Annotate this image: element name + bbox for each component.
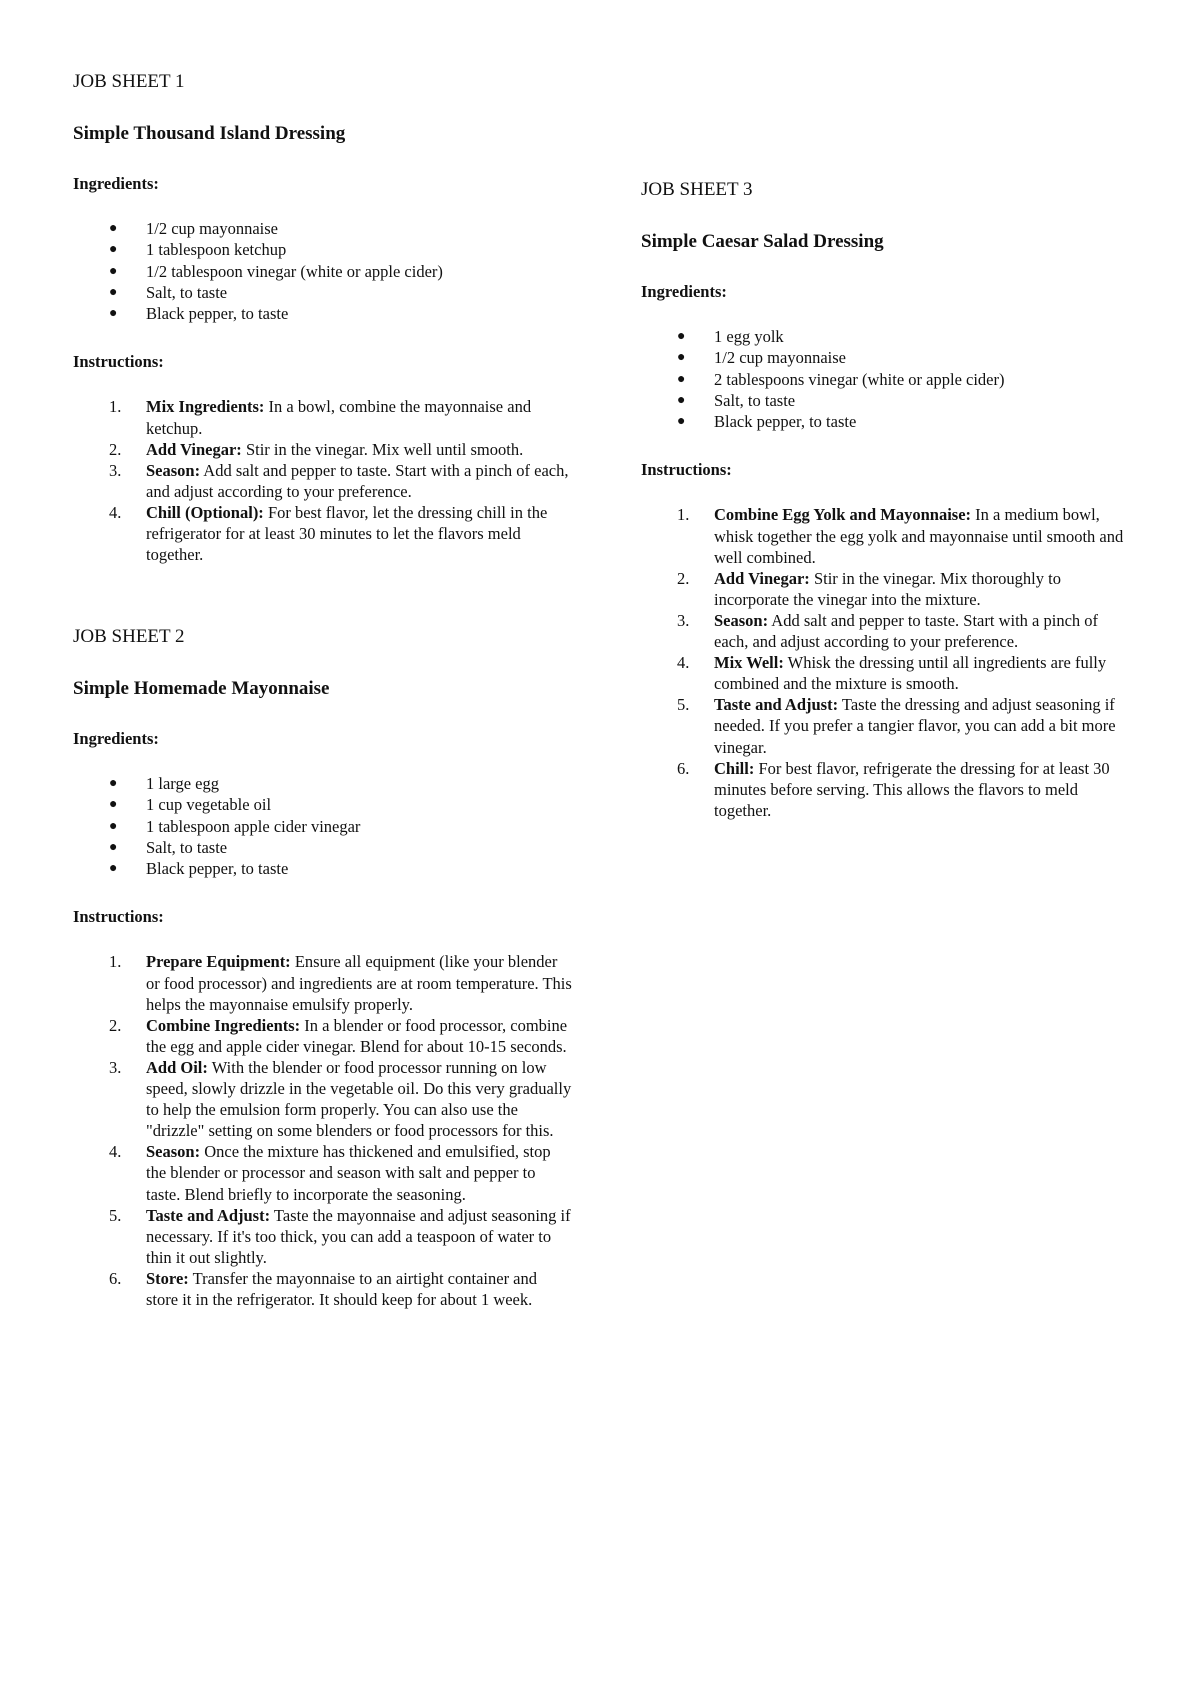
instruction-step <box>641 652 1131 694</box>
ingredient-item <box>641 390 1131 411</box>
step-number: 2. <box>109 439 122 459</box>
ingredient-text: 1 cup vegetable oil <box>146 795 272 815</box>
instructions-list <box>641 504 1131 820</box>
ingredient-item <box>641 369 1131 390</box>
instruction-step <box>73 1015 573 1057</box>
step-label: Prepare Equipment: <box>146 952 291 972</box>
step-label: Taste and Adjust: <box>146 1205 271 1225</box>
recipe-title: Simple Homemade Mayonnaise <box>73 678 330 699</box>
recipe-title: Simple Caesar Salad Dressing <box>641 231 884 252</box>
ingredient-item <box>73 816 573 837</box>
step-number: 6. <box>677 758 690 778</box>
instructions-heading: Instructions: <box>73 352 164 372</box>
step-label: Chill: <box>714 758 755 778</box>
job-sheet-2 <box>73 625 573 1310</box>
instruction-step <box>73 1057 573 1141</box>
ingredient-text: 1 egg yolk <box>714 327 784 346</box>
ingredient-text: 1/2 cup mayonnaise <box>146 219 278 238</box>
step-label: Chill (Optional): <box>146 502 264 522</box>
step-number: 2. <box>109 1015 122 1035</box>
step-text: Stir in the vinegar. Mix well until smooth. <box>241 439 524 459</box>
step-label: Mix Ingredients: <box>146 397 265 417</box>
bullet-icon: ● <box>109 306 118 322</box>
bullet-icon: ● <box>109 797 118 813</box>
ingredient-text: Black pepper, to taste <box>146 859 289 879</box>
step-number: 2. <box>677 568 690 588</box>
step-number: 4. <box>109 502 122 522</box>
ingredient-text: 2 tablespoons vinegar (white or apple cider) <box>714 369 1005 389</box>
step-label: Mix Well: <box>714 653 784 673</box>
instructions-heading: Instructions: <box>73 907 164 927</box>
job-sheet-1 <box>73 70 573 565</box>
ingredients-list <box>641 326 1131 432</box>
instructions-list <box>73 396 573 565</box>
step-number: 4. <box>109 1142 122 1162</box>
step-label: Store: <box>146 1268 189 1288</box>
step-text: For best flavor, let the dressing chill in the refrigerator for at least 30 minutes to let the flavors meld together. <box>146 502 548 565</box>
instruction-step <box>641 504 1131 567</box>
instruction-step <box>73 396 573 438</box>
instruction-step <box>641 758 1131 821</box>
step-text: Transfer the mayonnaise to an airtight container and store it in the refrigerator. It should keep for about 1 week. <box>146 1268 538 1309</box>
ingredients-list <box>73 773 573 879</box>
ingredient-item <box>641 326 1131 347</box>
step-number: 1. <box>109 952 122 972</box>
step-text: In a medium bowl, whisk together the egg yolk and mayonnaise until smooth and well combined. <box>714 505 1124 567</box>
step-text: Add salt and pepper to taste. Start with a pinch of each, and adjust according to your preference. <box>146 460 569 501</box>
instruction-step <box>641 694 1131 757</box>
instruction-step <box>641 568 1131 610</box>
bullet-icon: ● <box>109 284 118 300</box>
job-sheet-heading: JOB SHEET 2 <box>73 626 185 647</box>
bullet-icon: ● <box>109 221 118 236</box>
ingredient-text: Salt, to taste <box>146 282 228 302</box>
ingredient-text: 1/2 cup mayonnaise <box>714 348 846 368</box>
instruction-step <box>73 502 573 565</box>
bullet-icon: ● <box>109 242 118 258</box>
instruction-step <box>73 460 573 502</box>
ingredient-item <box>73 837 573 858</box>
step-text: In a bowl, combine the mayonnaise and ketchup. <box>146 397 532 438</box>
ingredient-text: Salt, to taste <box>146 837 228 857</box>
ingredient-item <box>73 239 573 260</box>
step-number: 3. <box>677 610 690 630</box>
ingredients-list <box>73 218 573 324</box>
instruction-step <box>73 1141 573 1204</box>
step-number: 1. <box>109 397 122 417</box>
step-number: 3. <box>109 460 122 480</box>
bullet-icon: ● <box>677 329 686 344</box>
ingredients-heading: Ingredients: <box>641 282 727 301</box>
ingredient-item <box>73 303 573 324</box>
step-number: 1. <box>677 505 690 525</box>
step-label: Add Vinegar: <box>146 439 242 459</box>
instruction-step <box>641 610 1131 652</box>
instructions-heading: Instructions: <box>641 460 732 480</box>
ingredient-item <box>641 411 1131 432</box>
bullet-icon: ● <box>677 350 686 366</box>
step-number: 5. <box>109 1205 122 1225</box>
step-text: Stir in the vinegar. Mix thoroughly to incorporate the vinegar into the mixture. <box>714 568 1061 609</box>
ingredient-text: 1 large egg <box>146 774 220 793</box>
step-text: With the blender or food processor running on low speed, slowly drizzle in the vegetable oil. Do this very gradually to help the emulsion form properly. You can also use the "drizzle" setting on some blenders or food processors for this. <box>146 1057 572 1141</box>
step-text: In a blender or food processor, combine the egg and apple cider vinegar. Blend for about 10-15 seconds. <box>146 1015 568 1056</box>
job-sheet-3 <box>641 178 1131 821</box>
ingredient-text: 1 tablespoon ketchup <box>146 240 287 260</box>
ingredient-item <box>73 218 573 239</box>
bullet-icon: ● <box>109 263 118 279</box>
step-label: Season: <box>146 1142 201 1162</box>
instruction-step <box>73 439 573 460</box>
step-text: Ensure all equipment (like your blender or food processor) and ingredients are at room temperature. This helps the mayonnaise emulsify properly. <box>146 952 572 1014</box>
ingredients-heading: Ingredients: <box>73 174 159 193</box>
ingredient-item <box>73 773 573 794</box>
step-label: Taste and Adjust: <box>714 695 839 715</box>
ingredient-item <box>641 347 1131 368</box>
ingredient-item <box>73 261 573 282</box>
ingredient-item <box>73 858 573 879</box>
bullet-icon: ● <box>109 839 118 855</box>
step-label: Season: <box>146 460 201 480</box>
ingredient-text: Black pepper, to taste <box>146 304 289 324</box>
ingredient-text: Black pepper, to taste <box>714 412 857 432</box>
step-number: 6. <box>109 1268 122 1288</box>
bullet-icon: ● <box>109 818 118 834</box>
ingredient-text: Salt, to taste <box>714 390 796 410</box>
instruction-step <box>73 951 573 1014</box>
step-number: 3. <box>109 1057 122 1077</box>
step-label: Season: <box>714 610 769 630</box>
job-sheet-heading: JOB SHEET 3 <box>641 179 753 200</box>
step-label: Add Oil: <box>146 1057 208 1077</box>
ingredient-text: 1/2 tablespoon vinegar (white or apple cider) <box>146 261 443 281</box>
step-text: For best flavor, refrigerate the dressing for at least 30 minutes before serving. This allows the flavors to meld together. <box>714 758 1110 820</box>
step-text: Taste the mayonnaise and adjust seasoning if necessary. If it's too thick, you can add a teaspoon of water to thin it out slightly. <box>146 1205 571 1267</box>
step-number: 5. <box>677 695 690 715</box>
bullet-icon: ● <box>677 371 686 387</box>
instructions-list <box>73 951 573 1310</box>
bullet-icon: ● <box>109 861 118 877</box>
bullet-icon: ● <box>677 392 686 408</box>
step-text: Whisk the dressing until all ingredients are fully combined and the mixture is smooth. <box>714 653 1107 694</box>
instruction-step <box>73 1268 573 1310</box>
step-text: Once the mixture has thickened and emulsified, stop the blender or processor and season with salt and pepper to taste. Blend briefly to incorporate the seasoning. <box>146 1142 551 1204</box>
step-number: 4. <box>677 653 690 673</box>
ingredient-item <box>73 794 573 815</box>
step-text: Taste the dressing and adjust seasoning if needed. If you prefer a tangier flavor, you can add a bit more vinegar. <box>714 695 1116 757</box>
step-label: Combine Ingredients: <box>146 1015 301 1035</box>
bullet-icon: ● <box>677 414 686 430</box>
bullet-icon: ● <box>109 776 118 791</box>
recipe-title: Simple Thousand Island Dressing <box>73 123 346 144</box>
step-label: Add Vinegar: <box>714 568 810 588</box>
ingredients-heading: Ingredients: <box>73 729 159 748</box>
ingredient-text: 1 tablespoon apple cider vinegar <box>146 816 361 836</box>
step-text: Add salt and pepper to taste. Start with a pinch of each, and adjust according to your preference. <box>714 610 1099 652</box>
instruction-step <box>73 1205 573 1268</box>
job-sheet-heading: JOB SHEET 1 <box>73 71 185 92</box>
step-label: Combine Egg Yolk and Mayonnaise: <box>714 505 972 525</box>
ingredient-item <box>73 282 573 303</box>
